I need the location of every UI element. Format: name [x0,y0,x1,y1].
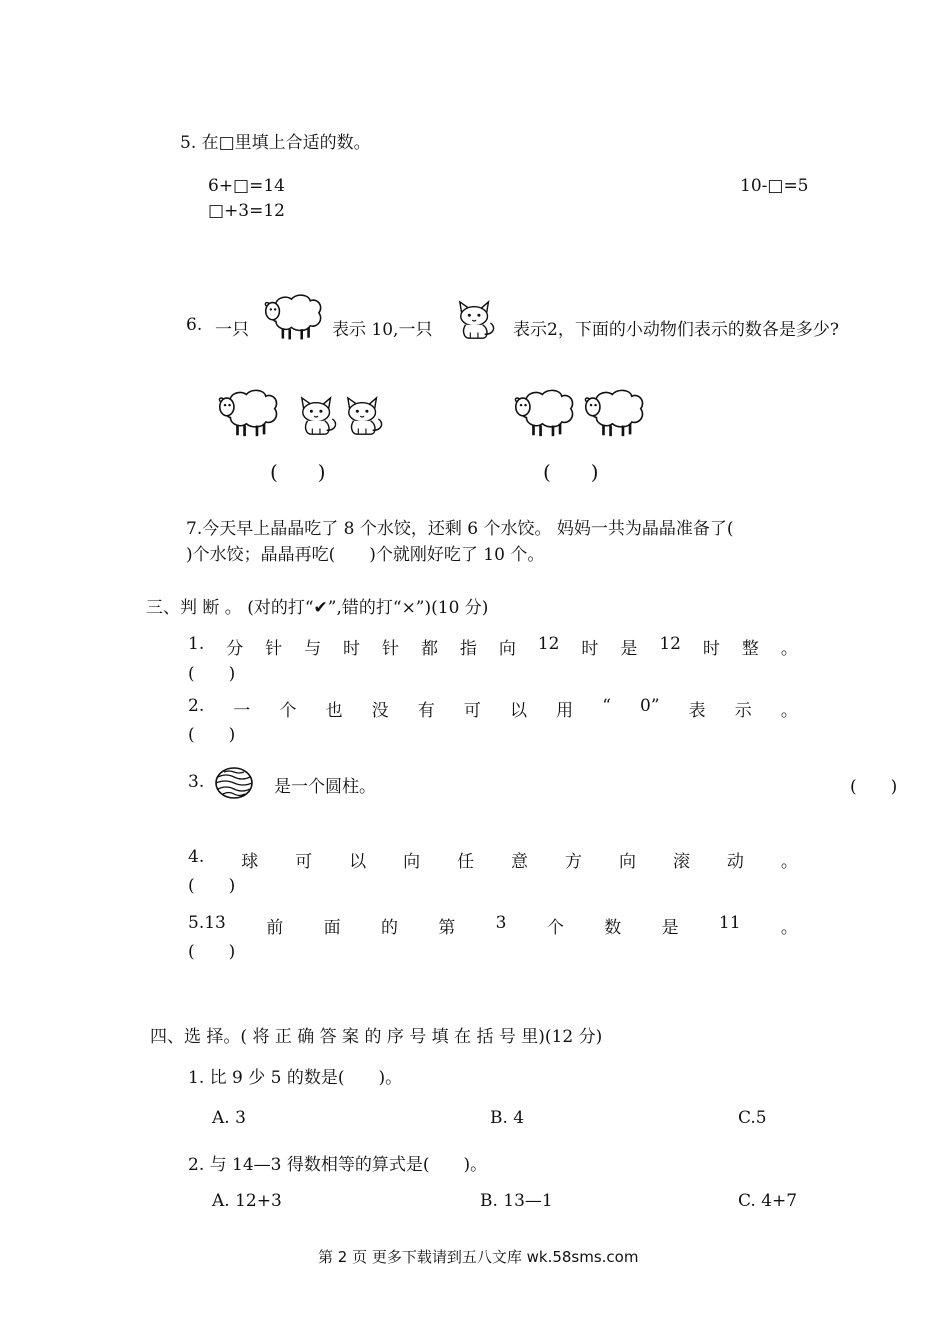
section-4-heading: 四、选 择。( 将 正 确 答 案 的 序 号 填 在 括 号 里)(12 分) [150,1027,603,1047]
judge-item-2-paren[interactable]: ( ) [188,725,236,745]
choice-q2-option-a[interactable]: A. 12+3 [212,1191,282,1211]
section-3-heading: 三、判 断 。 (对的打“✔”,错的打“×”)(10 分) [146,598,489,618]
judge-item-2: 2. 一 个 也 没 有 可 以 用 “ 0” 表 示 。 [188,696,798,721]
cat-icon [456,300,498,342]
judge-item-1: 1. 分 针 与 时 针 都 指 向 12 时 是 12 时 整 。 [188,634,798,659]
q6-number: 6. [186,315,203,335]
judge-item-4: 4. 球 可 以 向 任 意 方 向 滚 动 。 [188,847,798,872]
choice-q2-option-c[interactable]: C. 4+7 [738,1191,798,1211]
judge-item-5: 5.13 前 面 的 第 3 个 数 是 11 。 [188,913,798,938]
q5-equation-1: 6+□=14 [208,176,285,196]
q7-line-1: 7.今天早上晶晶吃了 8 个水饺，还剩 6 个水饺。 妈妈一共为晶晶准备了( [186,519,734,539]
judge-item-3-number: 3. [188,772,205,792]
q6-answer-blank-1[interactable]: ( ) [270,460,326,484]
cat-icon [344,396,386,438]
q6-answer-blank-2[interactable]: ( ) [543,460,599,484]
judge-item-3-text: 是一个圆柱。 [274,777,376,797]
choice-q1-stem: 1. 比 9 少 5 的数是( )。 [188,1068,403,1088]
q7-line-2: )个水饺；晶晶再吃( )个就刚好吃了 10 个。 [186,545,545,565]
choice-q1-option-a[interactable]: A. 3 [212,1108,246,1128]
choice-q2-option-b[interactable]: B. 13—1 [480,1191,553,1211]
judge-item-5-paren[interactable]: ( ) [188,942,236,962]
q5-equation-2: 10-□=5 [740,176,809,196]
q6-text-3: 表示2，下面的小动物们表示的数各是多少? [513,320,839,340]
q5-equation-3: □+3=12 [208,201,285,221]
choice-q2-stem: 2. 与 14—3 得数相等的算式是( )。 [188,1155,488,1175]
judge-item-1-paren[interactable]: ( ) [188,664,236,684]
sheep-icon [264,292,324,344]
sheep-icon [514,389,576,439]
page-footer: 第 2 页 更多下载请到五八文库 wk.58sms.com [318,1248,639,1266]
melon-ball-icon [214,766,254,800]
q6-text-1: 一只 [215,320,249,340]
cat-icon [298,396,340,438]
choice-q1-option-c[interactable]: C.5 [738,1108,767,1128]
q6-text-2: 表示 10,一只 [332,320,433,340]
sheep-icon [218,389,280,439]
choice-q1-option-b[interactable]: B. 4 [490,1108,525,1128]
judge-item-3-paren[interactable]: ( ) [850,777,898,797]
judge-item-4-paren[interactable]: ( ) [188,876,236,896]
q5-title: 5. 在□里填上合适的数。 [180,133,371,153]
sheep-icon [584,389,646,439]
